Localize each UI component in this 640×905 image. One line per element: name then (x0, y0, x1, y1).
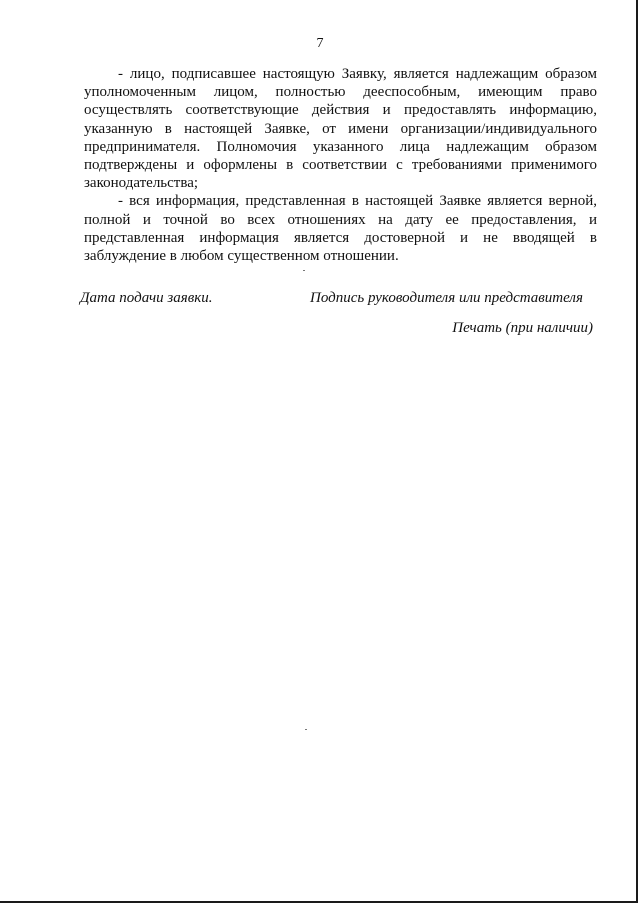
seal-label: Печать (при наличии) (452, 320, 593, 336)
submission-date-label: Дата подачи заявки. (80, 290, 213, 306)
paragraph-information-accuracy: - вся информация, представленная в настоящей Заявке является верной, полной и точной во всех отношениях на дату ее предоставления, и представленная информация является достоверной и не вводящей в заблуждение в любом существенном отношении. (84, 193, 597, 265)
page-number: 7 (316, 36, 324, 51)
scan-speck (303, 270, 305, 271)
scan-speck (305, 729, 307, 730)
signature-label: Подпись руководителя или представителя (310, 290, 583, 306)
document-body (84, 65, 597, 265)
paragraph-signatory-authority: - лицо, подписавшее настоящую Заявку, является надлежащим образом уполномоченным лицом, полностью дееспособным, имеющим право осуществлять соответствующие действия и предоставлять информацию, указанную в настоящей Заявке, от имени организации/индивидуального предпринимателя. Полномочия указанного лица надлежащим образом подтверждены и оформлены в соответствии с требованиями применимого законодательства; (84, 66, 597, 192)
